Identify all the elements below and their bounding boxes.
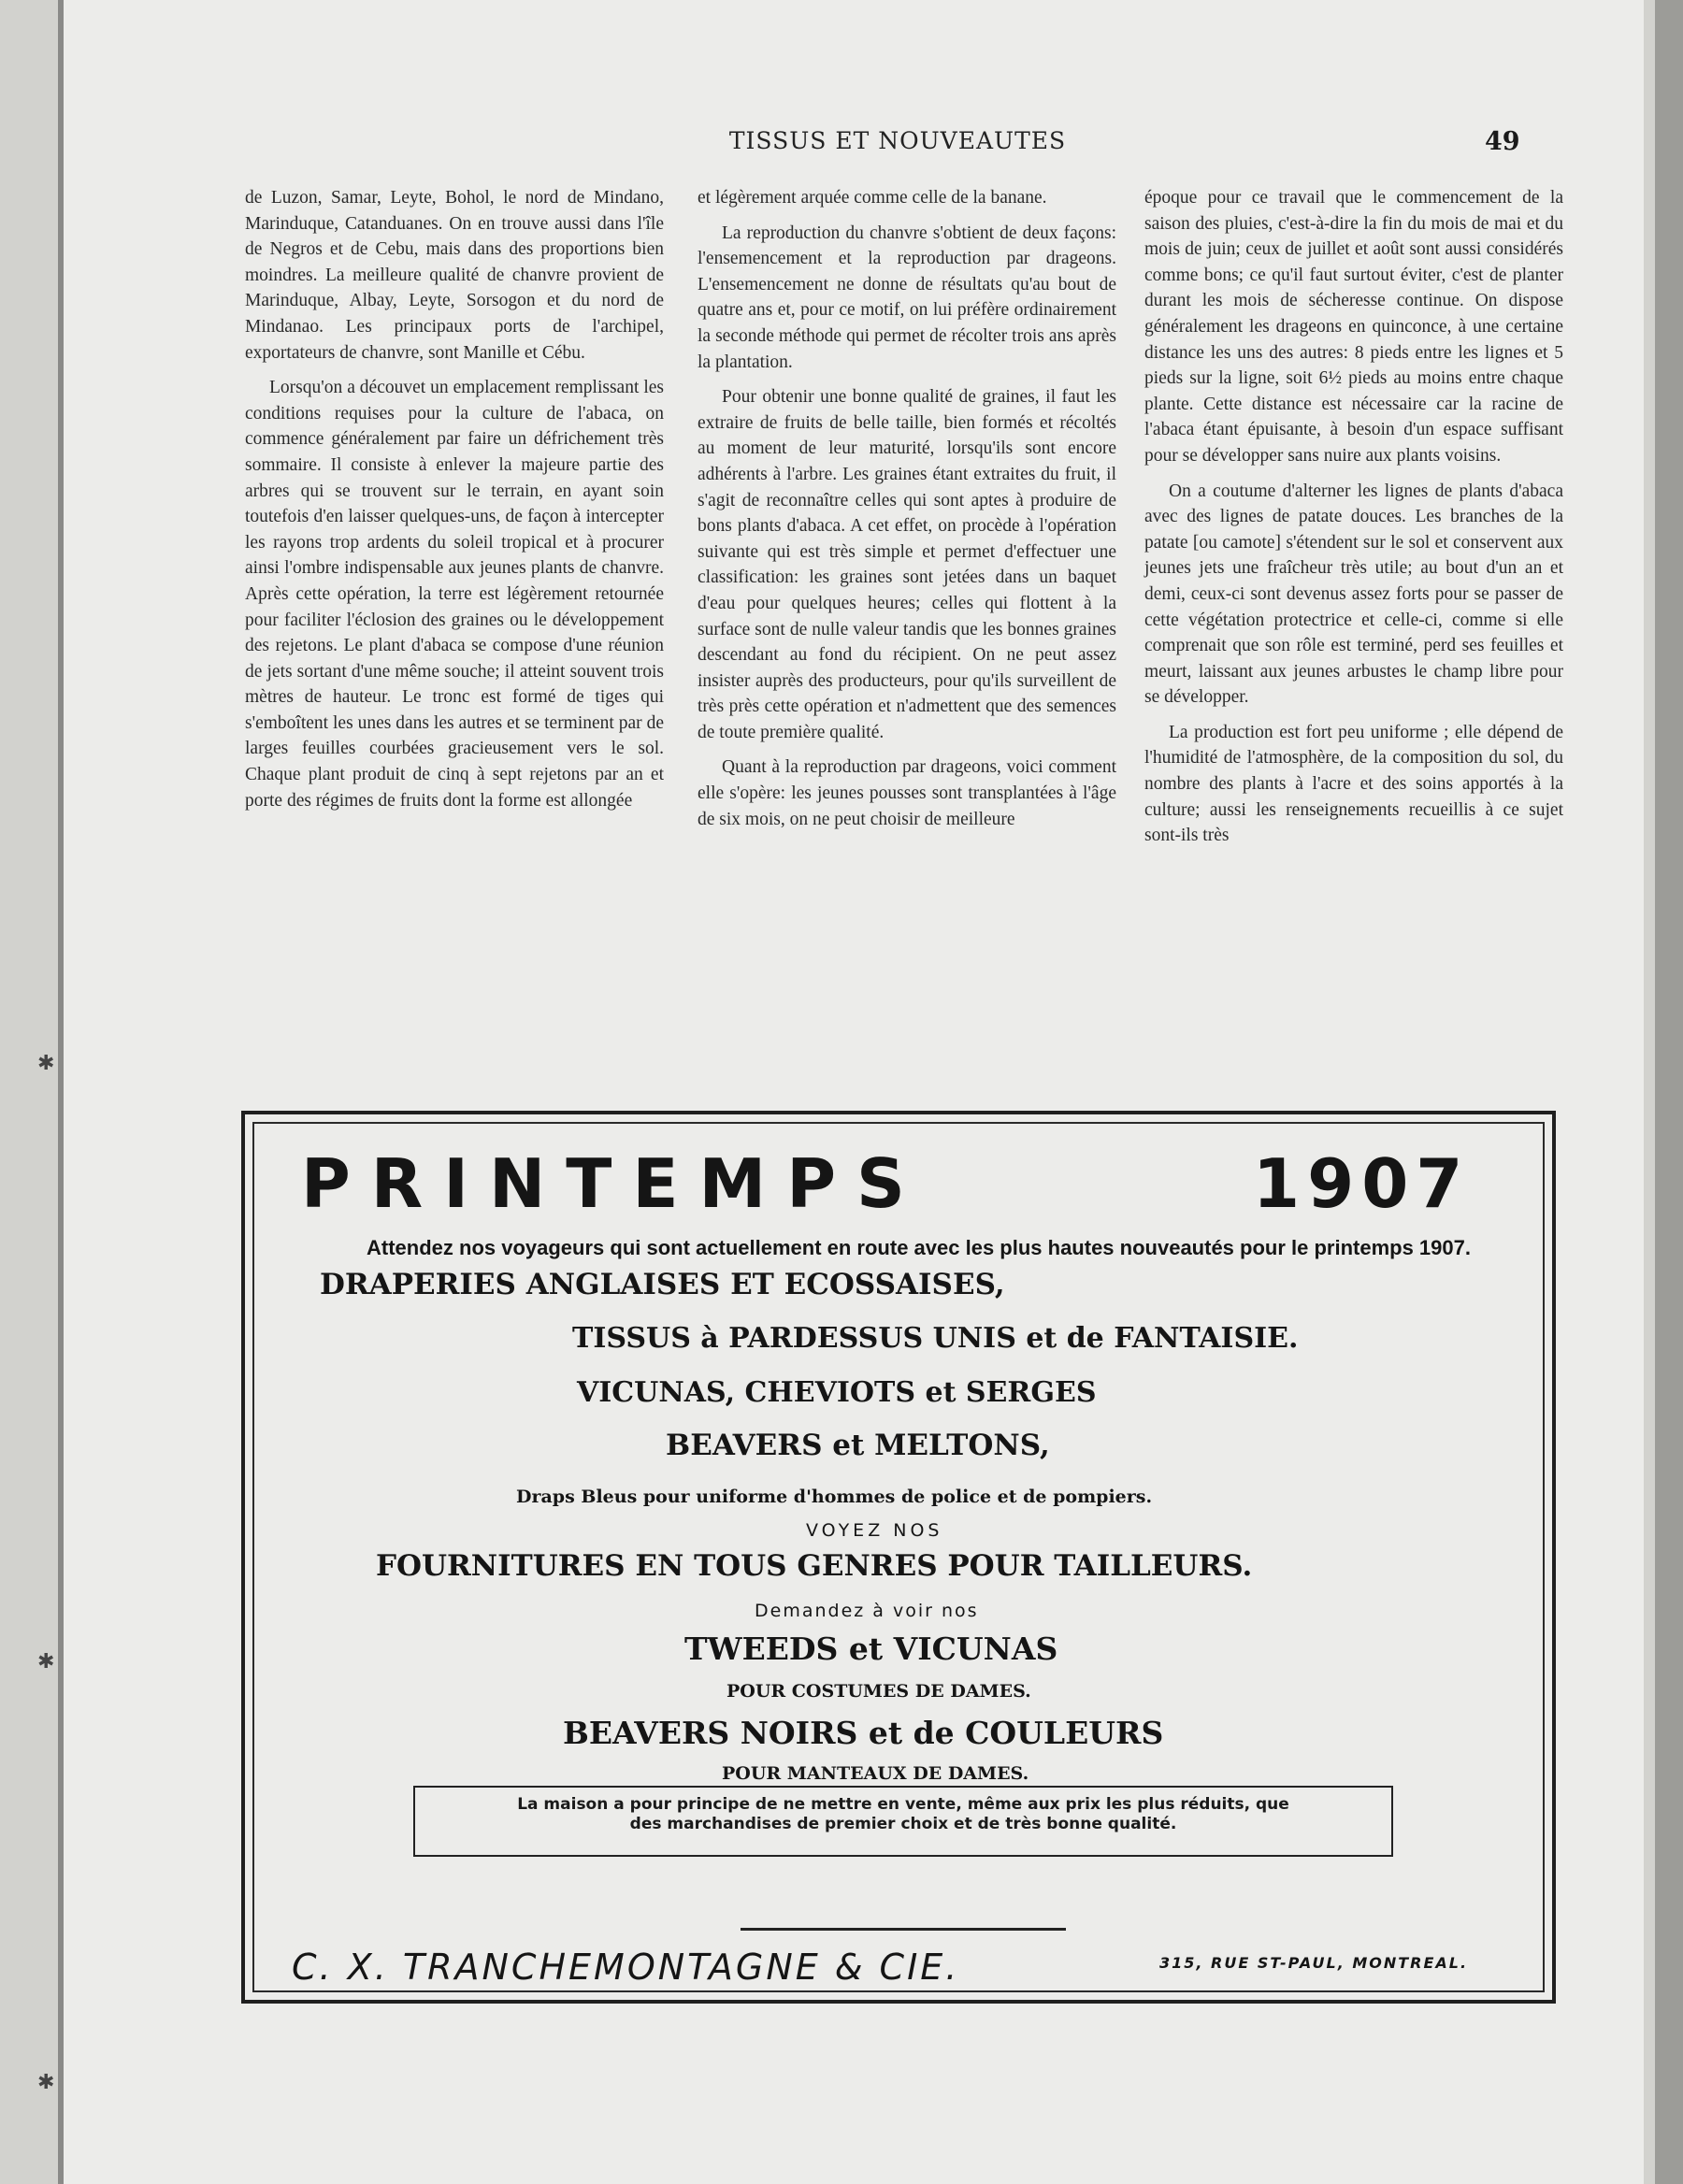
firm-name: C. X. TRANCHEMONTAGNE & CIE.: [292, 1947, 960, 1988]
ad-headline: PRINTEMPS: [301, 1144, 926, 1223]
paragraph: Quant à la reproduction par drageons, voici comment elle s'opère: les jeunes pousses sont transplantées à l'âge de six mois, on ne peut choisir de meilleure: [698, 757, 1116, 829]
advertisement-box: [241, 1111, 1556, 2004]
page-binding: [58, 0, 64, 2184]
quality-notice-box: [413, 1786, 1393, 1857]
ad-line-draps-bleus: Draps Bleus pour uniforme d'hommes de police et de pompiers.: [516, 1487, 1153, 1507]
page-number: 49: [1485, 127, 1520, 156]
paragraph: et légèrement arquée comme celle de la banane.: [698, 188, 1047, 208]
firm-address: 315, RUE ST-PAUL, MONTREAL.: [1159, 1954, 1469, 1972]
ad-subheadline: Attendez nos voyageurs qui sont actuellement en route avec les plus hautes nouveautés pour le printemps 1907.: [367, 1236, 1471, 1259]
text-column-2: [698, 185, 1116, 841]
paragraph: Pour obtenir une bonne qualité de graines, il faut les extraire de fruits de belle taille, bien formés et récoltés au moment de leur maturité, lorsqu'ils sont encore adhérents à l'arbre. Les graines étant extraites du fruit, il s'agit de reconnaître celles qui sont aptes à produire de bons plants d'abaca. A cet effet, on procède à l'opération suivante qui est très simple et permet d'effectuer une classification: les graines sont jetées dans un baquet d'eau pour quelques heures; celles qui flottent à la surface sont de nulle valeur tandis que les bonnes graines descendant au fond du récipient. On ne peut assez insister auprès des producteurs, pour qu'ils surveillent de très près cette opération et n'admettent que des semences de toute première qualité.: [698, 387, 1116, 742]
binding-thread-mark: ✱: [37, 2071, 55, 2094]
quality-notice-line: des marchandises de premier choix et de très bonne qualité.: [629, 1815, 1177, 1833]
paragraph: Lorsqu'on a découvet un emplacement remplissant les conditions requises pour la culture de l'abaca, on commence généralement par faire un défrichement très sommaire. Il consiste à enlever la majeure partie des arbres qui se trouvent sur le terrain, en ayant soin toutefois d'en laisser quelques-uns, de façon à intercepter les rayons trop ardents du soleil tropical et à procurer ainsi l'ombre indispensable aux jeunes plants de chanvre. Après cette opération, la terre est légèrement retournée pour faciliter l'éclosion des graines ou le développement des rejetons. Le plant d'abaca se compose d'une réunion de jets sortant d'une même souche; il atteint souvent trois mètres de hauteur. Le tronc est formé de tiges qui s'emboîtent les unes dans les autres et se terminent par de larges feuilles courbées gracieusement vers le sol. Chaque plant produit de cinq à sept rejetons par an et porte des régimes de fruits dont la forme est allongée: [245, 378, 664, 811]
paragraph: époque pour ce travail que le commencement de la saison des pluies, c'est-à-dire la fin du mois de mai et du mois de juin; ceux de juillet et août sont aussi considérés comme bons; ce qu'il faut surtout éviter, c'est de planter durant les mois de sécheresse continue. On dispose généralement les drageons en quinconce, à une certaine distance les uns des autres: 8 pieds entre les lignes et 5 pieds sur la ligne, soit 6½ pieds au moins entre chaque plante. Cette distance est nécessaire car la racine de l'abaca étant épuisante, à besoin d'un espace suffisant pour se développer sans nuire aux plants voisins.: [1144, 188, 1563, 466]
quality-notice-text: [432, 1795, 1374, 1834]
binding-thread-mark: ✱: [37, 1052, 55, 1075]
ad-line-beavers-meltons: BEAVERS et MELTONS,: [666, 1429, 1050, 1462]
divider-rule: [741, 1928, 1066, 1931]
ad-line-costumes: POUR COSTUMES DE DAMES.: [726, 1681, 1031, 1702]
ad-line-voyez-nos: VOYEZ NOS: [806, 1520, 943, 1541]
text-column-1: [245, 185, 664, 823]
binding-thread-mark: ✱: [37, 1650, 55, 1674]
ad-line-vicunas: VICUNAS, CHEVIOTS et SERGES: [577, 1376, 1097, 1409]
ad-year: 1907: [1253, 1144, 1471, 1223]
paragraph: On a coutume d'alterner les lignes de plants d'abaca avec des lignes de patate douces. Les branches de la patate [ou camote] s'étendent sur le sol et conservent aux jeunes jets une fraîcheur très utile; au bout d'un an et demi, ceux-ci sont devenus assez forts pour se passer de cette végétation protectrice et celle-ci, comme si elle comprenait que son rôle est terminé, perd ses feuilles et meurt, laissant aux jeunes arbustes le champ libre pour se développer.: [1144, 481, 1563, 708]
ad-line-demandez: Demandez à voir nos: [755, 1601, 979, 1621]
ad-line-manteaux: POUR MANTEAUX DE DAMES.: [722, 1763, 1029, 1784]
ad-line-fournitures: FOURNITURES EN TOUS GENRES POUR TAILLEURS.: [376, 1549, 1253, 1583]
ad-line-tissus: TISSUS à PARDESSUS UNIS et de FANTAISIE.: [572, 1322, 1299, 1355]
paragraph: de Luzon, Samar, Leyte, Bohol, le nord de Mindano, Marinduque, Catanduanes. On en trouve aussi dans l'île de Negros et de Cebu, mais dans des proportions bien moindres. La meilleure qualité de chanvre provient de Marinduque, Albay, Leyte, Sorsogon et du nord de Mindanao. Les principaux ports de l'archipel, exportateurs de chanvre, sont Manille et Cébu.: [245, 188, 664, 363]
running-title: TISSUS ET NOUVEAUTES: [728, 127, 1067, 154]
ad-line-beavers-noirs: BEAVERS NOIRS et de COULEURS: [563, 1715, 1164, 1751]
text-column-3: [1144, 185, 1563, 858]
page-edge-shadow: [1655, 0, 1683, 2184]
ad-line-draperies: DRAPERIES ANGLAISES ET ECOSSAISES,: [320, 1268, 1005, 1301]
paragraph: La reproduction du chanvre s'obtient de deux façons: l'ensemencement et la reproduction par drageons. L'ensemencement ne donne de résultats qu'au bout de quatre ans et, pour ce motif, on lui préfère ordinairement la seconde méthode qui permet de récolter trois ans après la plantation.: [698, 223, 1116, 372]
paragraph: La production est fort peu uniforme ; elle dépend de l'humidité de l'atmosphère, de la composition du sol, du nombre des plants à l'acre et des soins apportés à la culture; aussi les renseignements recueillis à ce sujet sont-ils très: [1144, 722, 1563, 846]
quality-notice-line: La maison a pour principe de ne mettre en vente, même aux prix les plus réduits, que: [517, 1795, 1289, 1814]
ad-line-tweeds: TWEEDS et VICUNAS: [684, 1631, 1058, 1667]
advertisement-inner-frame: [252, 1122, 1545, 1992]
